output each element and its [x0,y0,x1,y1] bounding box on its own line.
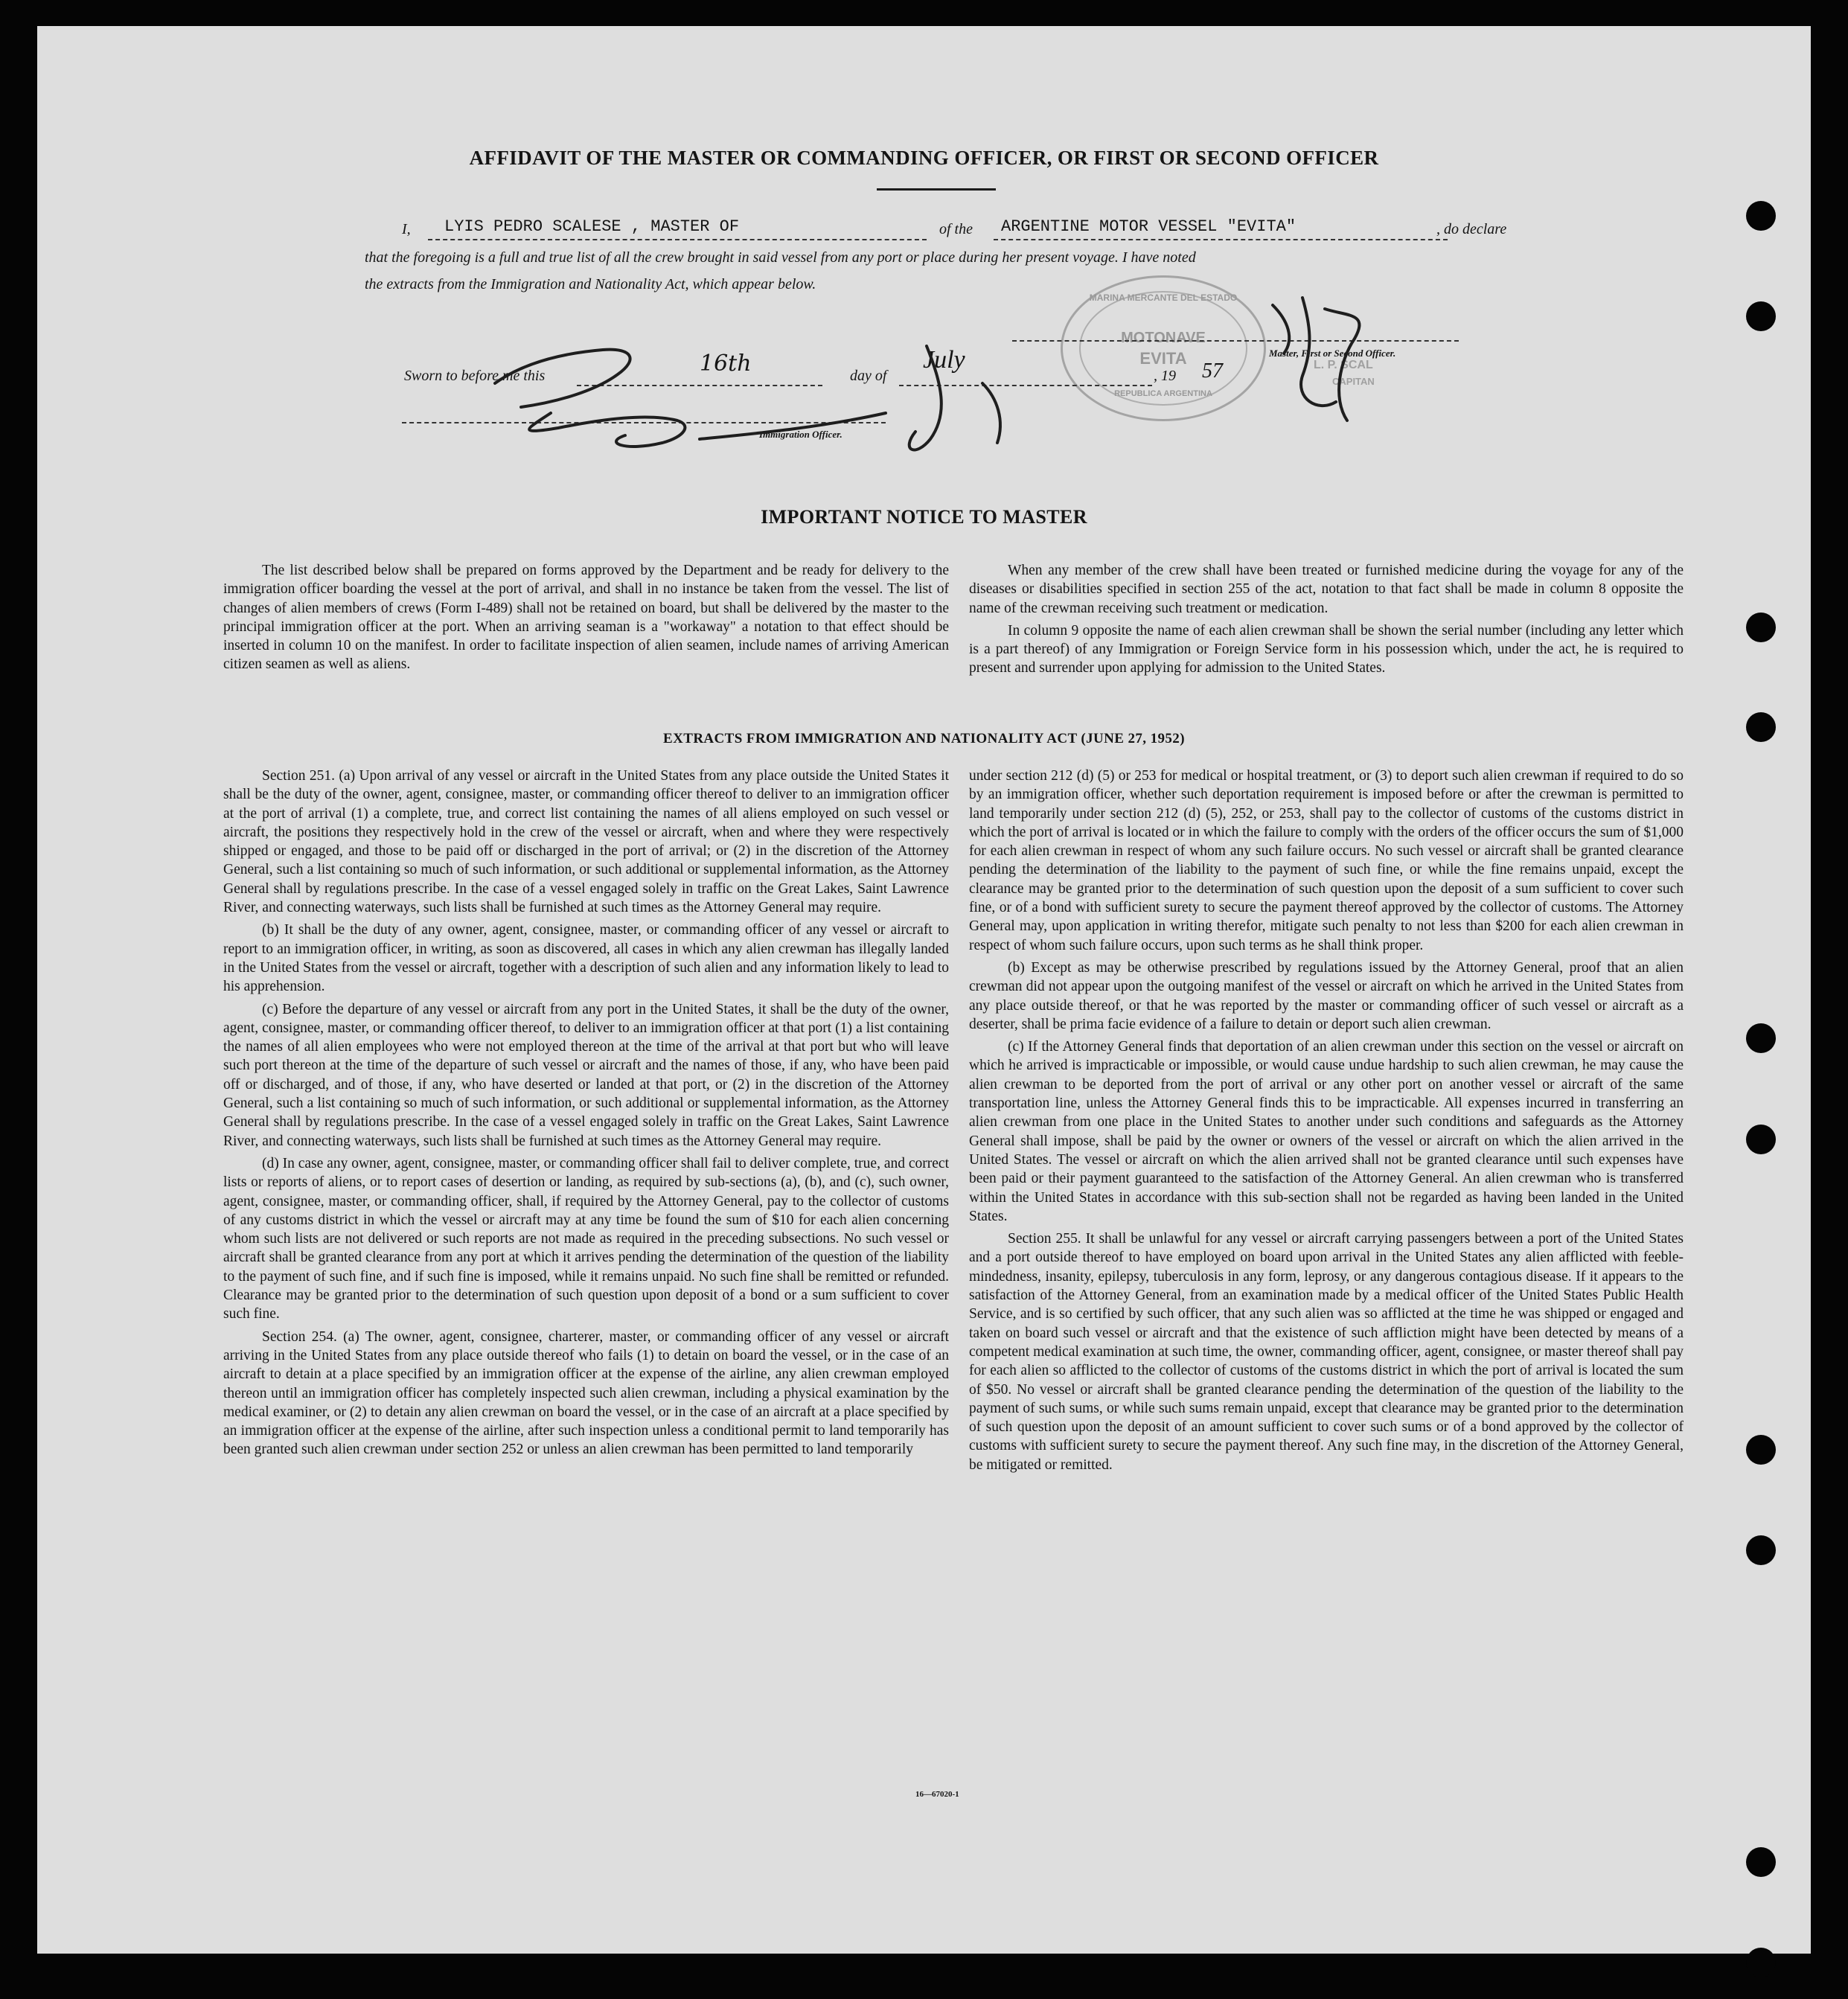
punch-hole [1746,1847,1776,1877]
section-251-a: Section 251. (a) Upon arrival of any vessel or aircraft in the United States from any place outside the United States it shall be the duty of the owner, agent, consignee, master, or commanding officer thereof to deliver to an immigration officer at the port of arrival (1) a complete, true, and correct list containing the names of all aliens employed on such vessel or aircraft, the positions they respectively hold in the crew of the vessel or aircraft, when and where they were respectively shipped or engaged, and those to be paid off or discharged in the port of arrival; or (2) in the discretion of the Attorney General, such a list containing so much of such information, or such additional or supplemental information, as the Attorney General shall by regulations prescribe. In the case of a vessel engaged solely in traffic on the Great Lakes, Saint Lawrence River, and connecting waterways, such lists shall be furnished at such times as the Attorney General may require. [223,768,949,916]
notice-left-column [223,561,949,678]
handwritten-signatures [37,26,1811,487]
notice-right-column [969,561,1684,682]
stamp-text-name: EVITA [1139,349,1187,368]
year-value: 57 [1202,359,1223,383]
extracts-title: EXTRACTS FROM IMMIGRATION AND NATIONALITY ACT (JUNE 27, 1952) [663,731,1185,746]
notice-title: IMPORTANT NOTICE TO MASTER [761,506,1087,528]
stamp-text-bottom: REPUBLICA ARGENTINA [1114,389,1212,398]
extracts-right-column [969,767,1684,1478]
punch-hole [1746,1535,1776,1565]
section-254-a: Section 254. (a) The owner, agent, consignee, charterer, master, or commanding officer of any vessel or aircraft arriving in the United States from any place outside thereof who fails (1) to detain on board the vessel, or in the case of an aircraft to detain at a place specified by an immigration officer at the expense of the airline, any alien crewman employed thereon until an immigration officer has completely inspected such alien crewman, including a physical examination by the medical examiner, or (2) to detain any alien crewman on board the vessel, or in the case of an aircraft at a place specified by an immigration officer at the expense of the airline, after such inspection unless a conditional permit to land temporarily has been granted such alien crewman under section 252 or unless an alien crewman has been permitted to land temporarily [223,1328,949,1458]
section-251-c: (c) Before the departure of any vessel or aircraft from any port in the United States, it shall be the duty of the owner, agent, consignee, master, or commanding officer thereof, to deliver to an immigration officer at that port (1) a list containing the names of all alien employees who were not employed thereon at the time of the arrival at that port but who will leave such port thereon at the time of the departure of such vessel or aircraft and the names of those, if any, who have been paid off or discharged, and of those, if any, who have deserted or landed at that port, or (2) in the discretion of the Attorney General, such a list containing so much of such information, or such additional or supplemental information, as the Attorney General shall by regulations prescribe. In the case of a vessel engaged solely in traffic on the Great Lakes, Saint Lawrence River, and connecting waterways, such lists shall be furnished at such times as the Attorney General may require. [223,1001,949,1149]
punch-hole [1746,1023,1776,1053]
section-254-b: (b) Except as may be otherwise prescribed by regulations issued by the Attorney General, proof that an alien crewman did not appear upon the outgoing manifest of the vessel or aircraft on which he arrived in the United States from any place outside thereof, or that he was reported by the master or commanding officer of such vessel or aircraft as a deserter, shall be prima facie evidence of a failure to detain or deport such alien crewman. [969,959,1684,1032]
captain-stamp-line-2: CAPITAN [1332,376,1375,387]
section-254-a-continued: under section 212 (d) (5) or 253 for medical or hospital treatment, or (3) to deport such alien crewman if required to do so by an immigration officer, whether such deportation requirement is imposed before or after the crewman is permitted to land temporarily under section 212 (d) (5), 252, or 253, shall pay to the collector of customs of the customs district in which the port of arrival is located or in which the failure to comply with the orders of the officer occurs the sum of $1,000 for each alien crewman in respect of whom any such failure occurs. No such vessel or aircraft shall be granted clearance pending the determination of the liability to the payment of such fine, or while the fine remains unpaid, except the clearance may be granted prior to the determination of such question upon the deposit of a sum sufficient to cover such fine, or of a bond with sufficient surety to secure the payment thereof approved by the collector of customs. The Attorney General may, upon application in writing therefor, mitigate such penalty to not less than $200 for each alien crewman in respect of whom such failure occurs, upon such terms as he shall think proper. [969,768,1684,953]
month-value: July [923,346,965,374]
section-251-d: (d) In case any owner, agent, consignee, master, or commanding officer shall fail to deliver complete, true, and correct lists or reports of aliens, or to report cases of desertion or landing, as required by sub-sections (a), (b), and (c), such owner, agent, consignee, master, or commanding officer, shall, if required by the Attorney General, pay to the collector of customs of any customs district in which the vessel or aircraft may at any time be found the sum of $10 for each alien concerning whom such lists are not delivered or such reports are not made as required in the preceding subsections. No such vessel or aircraft shall be granted clearance from any port at which it arrives pending the determination of the question of the liability to the payment of such fine, and if such fine is imposed, while it remains unpaid. No such fine shall be remitted or refunded. Clearance may be granted prior to the determination of such question upon deposit of a bond or a sum sufficient to cover such fine. [223,1155,949,1322]
section-255: Section 255. It shall be unlawful for any vessel or aircraft carrying passengers between a port of the United States and a port outside thereof to have employed on board upon arrival in the United States any alien afflicted with feeble-mindedness, insanity, epilepsy, tuberculosis in any form, leprosy, or any dangerous contagious disease. If it appears to the satisfaction of the Attorney General, from an examination made by a medical officer of the United States Public Health Service, and is so certified by such officer, that any such alien was so afflicted at the time he was shipped or engaged and taken on board such vessel or aircraft and that the existence of such affliction might have been detected by means of a competent medical examination at such time, the owner, commanding officer, agent, consignee, or master thereof shall pay for each alien so afflicted to the collector of customs of the customs district in which the port of arrival is located the sum of $50. No vessel or aircraft shall be granted clearance pending the determination of the question of the liability to the payment of such sums, or while such sums remain unpaid, except that clearance may be granted prior to the determination of such question upon the deposit of an amount sufficient to cover such sums or of a bond approved by the collector of customs with sufficient surety to secure the payment thereof. Any such fine may, in the discretion of the Attorney General, be mitigated or remitted. [969,1231,1684,1473]
extracts-left-column [223,767,949,1463]
notice-right-paragraph-1: When any member of the crew shall have been treated or furnished medicine during the voyage for any of the diseases or disabilities specified in section 255 of the act, notation to that fact shall be made in column 8 opposite the name of the crewman receiving such treatment or medication. [969,563,1684,616]
master-caption: Master, First or Second Officer. [1269,348,1396,359]
notice-right-paragraph-2: In column 9 opposite the name of each alien crewman shall be shown the serial number (including any letter which is a part thereof) of any Immigration or Foreign Service form in his possession which, under the act, he is required to present and surrender upon applying for admission to the United States. [969,622,1684,677]
day-value: 16th [700,351,752,377]
stamp-text-top: MARINA MERCANTE DEL ESTADO [1089,292,1238,303]
notice-left-paragraph: The list described below shall be prepared on forms approved by the Department and be ready for delivery to the immigration officer boarding the vessel at the port of arrival, and shall in no instance be taken from the vessel. The list of changes of alien members of crews (Form I-489) shall not be retained on board, but shall be delivered by the master to the principal immigration officer at the port. When an arriving seaman is a "workaway" a notation to that effect should be inserted in column 10 on the manifest. In order to facilitate inspection of alien seamen, include names of arriving American citizen seamen as well as aliens. [223,563,949,673]
punch-hole [1746,1948,1776,1977]
sworn-label: Sworn to before me this [404,368,546,384]
officer-caption: Immigration Officer. [759,429,843,440]
stamp-text-mid: MOTONAVE [1121,330,1206,346]
section-254-c: (c) If the Attorney General finds that deportation of an alien crewman under this section on the vessel or aircraft on which he arrived is impracticable or impossible, or would cause undue hardship to such alien crewman, he may cause the alien crewman to be deported from the port of arrival or any other port on another vessel or aircraft of the same transportation line, unless the Attorney General finds this to be impracticable. All expenses incurred in transferring an alien crewman from one place in the United States to another under such conditions and safeguards as the Attorney General shall impose, shall be paid by the owner or owners of the vessel or aircraft on which the alien arrived in the United States. The vessel or aircraft on which the alien arrived shall not be granted clearance until such expenses have been paid or their payment guaranteed to the satisfaction of the Attorney General. An alien crewman who is transferred within the United States in accordance with this sub-section shall not be regarded as having been landed in the United States. [969,1039,1684,1224]
affidavit-line-2: that the foregoing is a full and true list of all the crew brought in said vessel from any port or place during her present voyage. I have noted [365,249,1196,266]
captain-stamp-line-1: L. P. SCAL [1314,359,1373,371]
vessel-name: ARGENTINE MOTOR VESSEL "EVITA" [1001,217,1297,236]
punch-hole [1746,613,1776,642]
affidavit-title: AFFIDAVIT OF THE MASTER OR COMMANDING OFFICER, OR FIRST OR SECOND OFFICER [469,147,1379,169]
master-name: LYIS PEDRO SCALESE , MASTER OF [444,217,740,236]
do-declare-label: , do declare [1436,221,1507,237]
punch-hole [1746,1125,1776,1154]
affidavit-prefix: I, [402,221,411,237]
form-code: 16—67020-1 [915,1790,959,1799]
punch-hole [1746,1435,1776,1465]
affidavit-line-3: the extracts from the Immigration and Nationality Act, which appear below. [365,276,816,292]
of-the-label: of the [939,221,973,237]
document-page [37,26,1811,1954]
year-prefix: , 19 [1154,368,1176,384]
day-of-label: day of [850,368,887,384]
section-251-b: (b) It shall be the duty of any owner, agent, consignee, master, or commanding officer of any vessel or aircraft to report to an immigration officer, in writing, as soon as discovered, all cases in which any alien crewman has illegally landed in the United States from the vessel or aircraft, together with a description of such alien and any information likely to lead to his apprehension. [223,922,949,995]
